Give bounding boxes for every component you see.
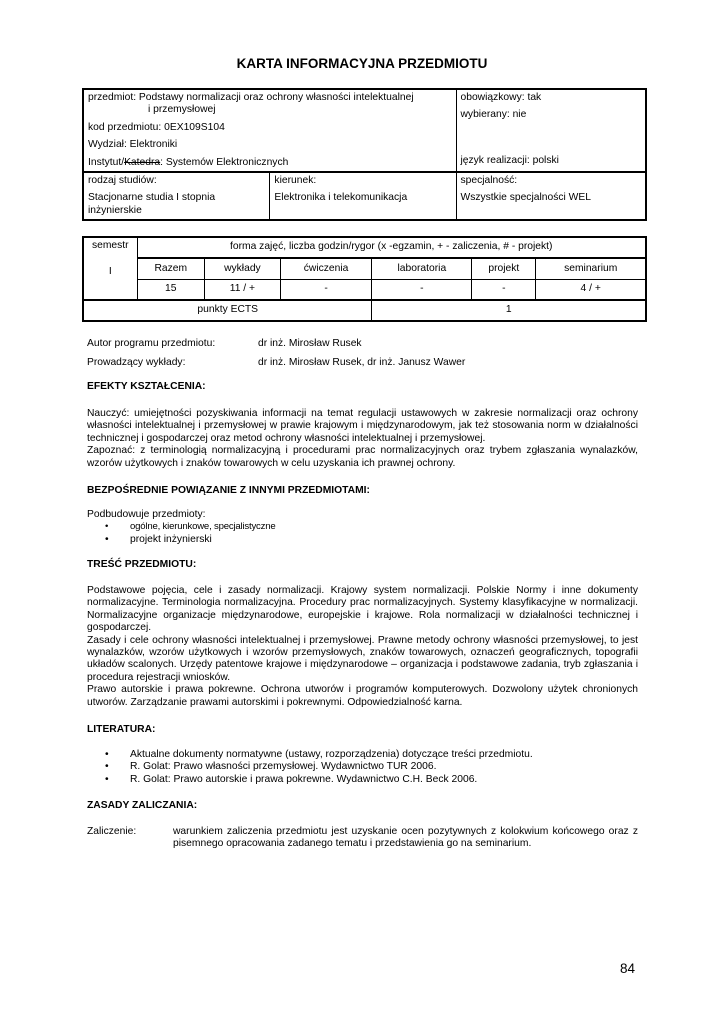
- hours-header: wykłady: [205, 258, 281, 279]
- ects-value: 1: [372, 300, 646, 321]
- list-item: • R. Golat: Prawo własności przemysłowej. Wydawnictwo TUR 2006.: [87, 761, 638, 773]
- institute-struck: Katedra: [124, 156, 161, 168]
- hours-value: -: [372, 279, 472, 300]
- hours-table: [82, 236, 647, 322]
- zasady-text: [87, 826, 638, 851]
- field-label: kierunek:: [274, 175, 317, 187]
- section-heading-literatura: LITERATURA:: [87, 724, 156, 735]
- list-item: • R. Golat: Prawo autorskie i prawa pokrewne. Wydawnictwo C.H. Beck 2006.: [87, 774, 638, 786]
- elective: wybierany: nie: [460, 109, 527, 121]
- hours-value: 4 / +: [536, 279, 646, 300]
- program-author: [87, 338, 638, 350]
- hours-header: projekt: [472, 258, 536, 279]
- tresc-paragraph: Podstawowe pojęcia, cele i zasady normalizacji. Krajowy system normalizacji. Polskie Normy i inne dokumenty normalizacyjne. Terminologia normalizacyjna. Procedury prac normalizacyjnych. Systemy klasyfikacyjne w normalizacji. Normalizacyjne organizacje międzynarodowe, europejskie i krajowe. Rola normalizacji w działalności technicznej i gospodarczej.: [87, 585, 638, 634]
- study-type-label: rodzaj studiów:: [88, 175, 157, 187]
- form-header: forma zajęć, liczba godzin/rygor (x -egzamin, + - zaliczenia, # - projekt): [137, 237, 646, 258]
- literatura-list: [87, 749, 638, 786]
- course-info-table: [82, 88, 647, 221]
- hours-header: Razem: [137, 258, 205, 279]
- hours-value: -: [472, 279, 536, 300]
- section-heading-powiazania: BEZPOŚREDNIE POWIĄZANIE Z INNYMI PRZEDMIOTAMI:: [87, 485, 370, 496]
- powiazania-list: [87, 521, 638, 546]
- list-item: • ogólne, kierunkowe, specjalistyczne: [87, 521, 638, 533]
- lecturers: [87, 357, 638, 369]
- list-item: • Aktualne dokumenty normatywne (ustawy, rozporządzenia) dotyczące treści przedmiotu.: [87, 749, 638, 761]
- efekty-text: [87, 408, 638, 470]
- semester-cell: [83, 237, 137, 300]
- zasady-value: warunkiem zaliczenia przedmiotu jest uzyskanie ocen pozytywnych z kolokwium końcowego oraz z pisemnego opracowania zadanego tematu i przedstawienia go na seminarium.: [173, 826, 638, 850]
- semester-label: semestr: [91, 240, 129, 251]
- zasady-label: Zaliczenie:: [87, 826, 137, 837]
- lecturers-value: dr inż. Mirosław Rusek, dr inż. Janusz Wawer: [258, 357, 466, 368]
- ects-label: punkty ECTS: [83, 300, 372, 321]
- hours-value: 15: [137, 279, 205, 300]
- course-status-cell: [456, 89, 646, 172]
- field-cell: [270, 172, 456, 220]
- institute-prefix: Instytut/: [88, 156, 125, 168]
- specialty-cell: [456, 172, 646, 220]
- efekty-paragraph: Nauczyć: umiejętności pozyskiwania informacji na temat regulacji ustawowych w zakresie normalizacji oraz ochrony własności intelektualnej i przemysłowej w prawie krajowym i międzynarodowym, jak też stosowania norm w działalności technicznej i gospodarczej oraz metod ochrony własności intelektualnej i przemysłowej.: [87, 408, 638, 444]
- institute-name: : Systemów Elektronicznych: [160, 156, 289, 168]
- powiazania-intro: Podbudowuje przedmioty:: [87, 509, 206, 520]
- section-heading-efekty: EFEKTY KSZTAŁCENIA:: [87, 381, 206, 392]
- list-item: • projekt inżynierski: [87, 534, 638, 546]
- page-title: KARTA INFORMACYJNA PRZEDMIOTU: [236, 56, 488, 71]
- tresc-text: [87, 585, 638, 709]
- course-code: kod przedmiotu: 0EX109S104: [88, 121, 225, 133]
- study-type-value: Stacjonarne studia I stopnia inżynierskie: [88, 192, 216, 216]
- hours-header: ćwiczenia: [280, 258, 372, 279]
- hours-header: laboratoria: [372, 258, 472, 279]
- study-type-cell: [83, 172, 270, 220]
- course-name-line2: i przemysłowej: [148, 104, 216, 116]
- language: język realizacji: polski: [460, 155, 559, 166]
- hours-value: -: [280, 279, 372, 300]
- hours-header: seminarium: [536, 258, 646, 279]
- specialty-label: specjalność:: [460, 175, 518, 187]
- specialty-value: Wszystkie specjalności WEL: [460, 192, 591, 204]
- page-number: 84: [620, 961, 636, 976]
- tresc-paragraph: Prawo autorskie i prawa pokrewne. Ochrona utworów i programów komputerowych. Dozwolony użytek chronionych utworów. Zarządzanie prawami autorskimi i pokrewnymi. Odpowiedzialność karna.: [87, 684, 638, 708]
- author-label: Autor programu przedmiotu:: [87, 338, 216, 349]
- author-value: dr inż. Mirosław Rusek: [258, 338, 362, 349]
- literatura-text: [87, 749, 638, 786]
- lecturers-label: Prowadzący wykłady:: [87, 357, 186, 368]
- tresc-paragraph: Zasady i cele ochrony własności intelektualnej i przemysłowej. Prawne metody ochrony własności przemysłowej, to jest wynalazków, wzorów użytkowych i wzorów przemysłowych, znaków towarowych, oznaczeń geograficznych, topografii układów scalonych. Urzędy patentowe krajowe i międzynarodowe – organizacja i podstawowe zadania, tryb zgłaszania i procedura rejestracji wniosków.: [87, 634, 638, 683]
- semester-value: I: [108, 266, 112, 278]
- efekty-paragraph: Zapoznać: z terminologią normalizacyjną i procedurami prac normalizacyjnych oraz trybem zgłaszania wynalazków, wzorów użytkowych i znaków towarowych w celu uzyskania ich prawnej ochrony.: [87, 445, 638, 469]
- faculty: Wydział: Elektroniki: [88, 139, 178, 151]
- course-info-cell: [83, 89, 456, 172]
- hours-value: 11 / +: [205, 279, 281, 300]
- field-value: Elektronika i telekomunikacja: [274, 192, 408, 204]
- institute: [88, 157, 452, 169]
- section-heading-tresc: TREŚĆ PRZEDMIOTU:: [87, 559, 197, 570]
- course-name-line1: przedmiot: Podstawy normalizacji oraz ochrony własności intelektualnej: [88, 92, 414, 103]
- powiazania-text: [87, 509, 638, 546]
- section-heading-zasady: ZASADY ZALICZANIA:: [87, 800, 198, 811]
- mandatory: obowiązkowy: tak: [460, 92, 542, 103]
